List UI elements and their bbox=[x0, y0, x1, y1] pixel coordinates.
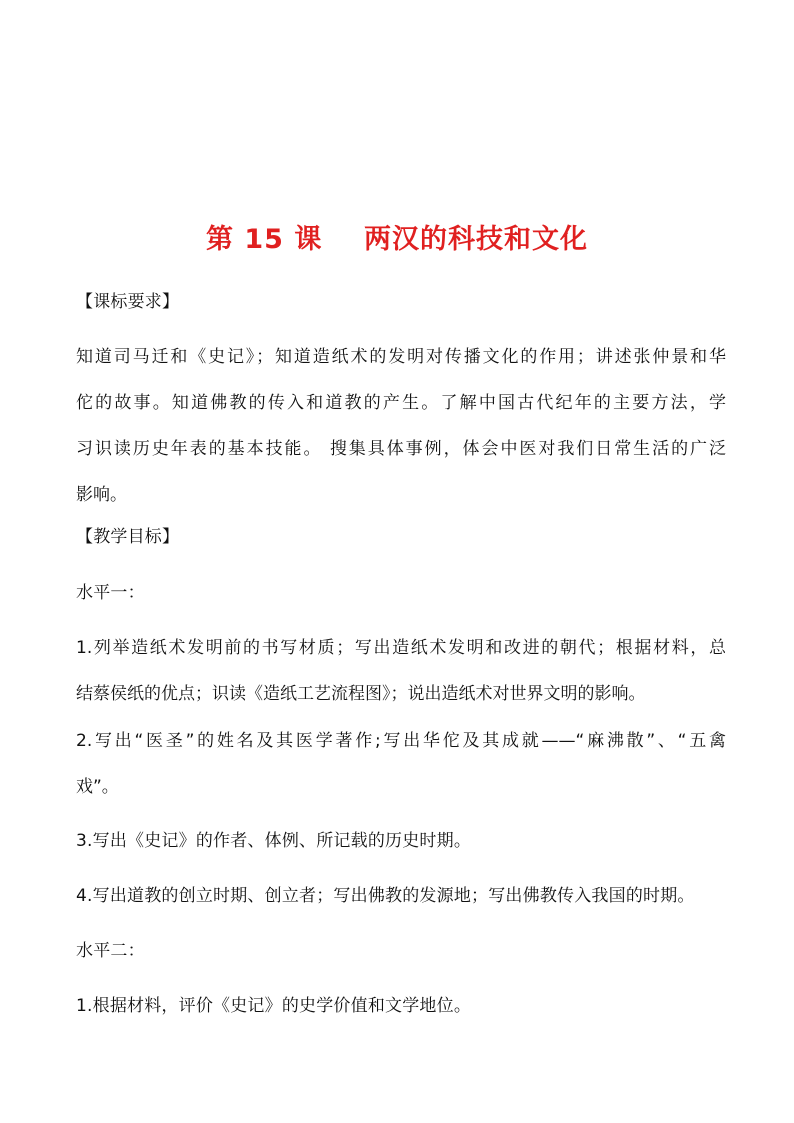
level-one-label: 水平一： bbox=[76, 583, 145, 603]
goal-item-2 bbox=[76, 729, 726, 821]
goal-item-4: 4.写出道教的创立时期、创立者；写出佛教的发源地；写出佛教传入我国的时期。 bbox=[76, 886, 695, 906]
paragraph-line: 佗的故事。知道佛教的传入和道教的产生。了解中国古代纪年的主要方法，学 bbox=[76, 393, 726, 413]
paragraph-line: 知道司马迁和《史记》；知道造纸术的发明对传播文化的作用；讲述张仲景和华 bbox=[76, 347, 726, 367]
requirements-paragraph bbox=[76, 345, 726, 529]
paragraph-line: 影响。 bbox=[76, 485, 127, 505]
level-two-label: 水平二： bbox=[76, 941, 145, 961]
section-heading-requirements: 【课标要求】 bbox=[76, 292, 180, 312]
goal-item-1 bbox=[76, 636, 726, 728]
goal-item-3: 3.写出《史记》的作者、体例、所记载的历史时期。 bbox=[76, 831, 472, 851]
goal-item-level2-1: 1.根据材料，评价《史记》的史学价值和文学地位。 bbox=[76, 996, 472, 1016]
paragraph-line: 1.列举造纸术发明前的书写材质；写出造纸术发明和改进的朝代；根据材料，总 bbox=[76, 638, 726, 658]
section-heading-goals: 【教学目标】 bbox=[76, 527, 180, 547]
paragraph-line: 2.写出“医圣”的姓名及其医学著作;写出华佗及其成就——“麻沸散”、“五禽 bbox=[76, 731, 726, 751]
paragraph-line: 戏”。 bbox=[76, 777, 119, 797]
paragraph-line: 结蔡侯纸的优点；识读《造纸工艺流程图》；说出造纸术对世界文明的影响。 bbox=[76, 684, 646, 704]
paragraph-line: 习识读历史年表的基本技能。 搜集具体事例，体会中医对我们日常生活的广泛 bbox=[76, 439, 726, 459]
page-title: 第 15 课 两汉的科技和文化 bbox=[206, 224, 588, 255]
